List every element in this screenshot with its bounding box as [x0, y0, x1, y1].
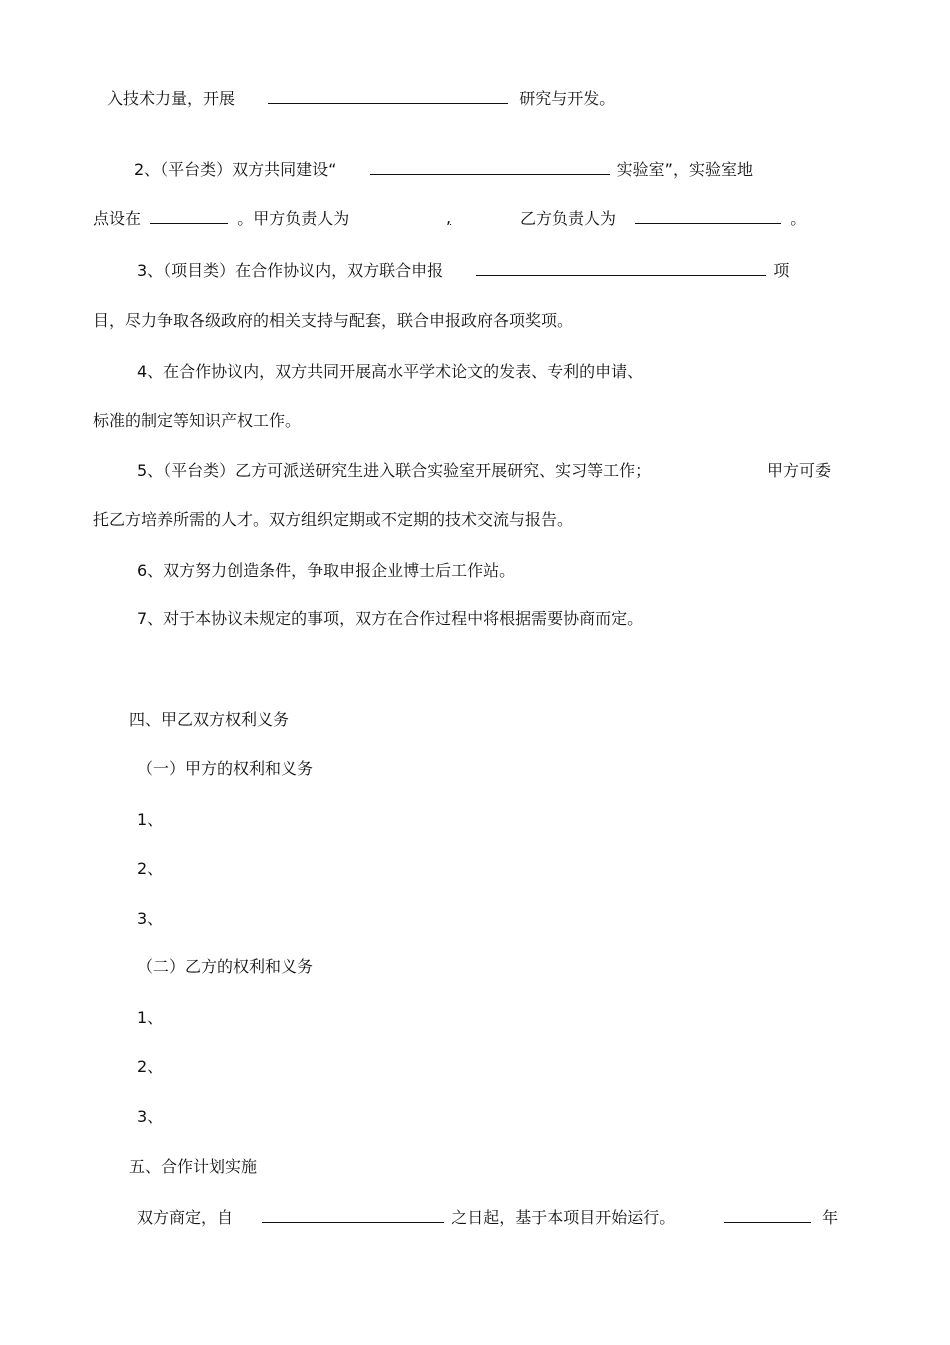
party-b-lead-label: 乙方负责人为 — [520, 209, 617, 228]
sub-2-item-3: 3、 — [137, 1107, 164, 1126]
section-4-sub-2: （二）乙方的权利和义务 — [137, 957, 314, 976]
item-3-suffix: 项 — [773, 261, 790, 280]
year-field — [724, 1207, 838, 1228]
section-5-middle: 之日起，基于本项目开始运行。 — [451, 1208, 676, 1227]
research-topic-blank — [268, 88, 508, 104]
sub-1-item-1: 1、 — [137, 810, 164, 829]
item-4-line-2: 标准的制定等知识产权工作。 — [93, 411, 302, 430]
item-2-prefix: 2、（平台类）双方共同建设“ — [134, 160, 337, 179]
sub-1-item-3: 3、 — [137, 909, 164, 928]
item-6: 6、双方努力创造条件，争取申报企业博士后工作站。 — [137, 561, 516, 580]
section-5-heading: 五、合作计划实施 — [129, 1157, 258, 1176]
item-5-line-2: 托乙方培养所需的人才。双方组织定期或不定期的技术交流与报告。 — [93, 510, 574, 529]
item-4-line-1: 4、在合作协议内，双方共同开展高水平学术论文的发表、专利的申请、 — [137, 362, 644, 381]
project-name-blank — [476, 260, 766, 276]
section-4-heading: 四、甲乙双方权利义务 — [129, 710, 290, 729]
start-date-blank — [262, 1207, 444, 1223]
item-2-line-2 — [93, 208, 349, 229]
section-5-line — [137, 1207, 675, 1228]
sub-2-item-2: 2、 — [137, 1057, 164, 1076]
item-3-line-2: 目，尽力争取各级政府的相关支持与配套，联合申报政府各项奖项。 — [93, 311, 574, 330]
research-line-suffix: 研究与开发。 — [519, 89, 616, 108]
sub-1-item-2: 2、 — [137, 859, 164, 878]
party-b-lead — [520, 208, 806, 229]
item-2-line-1 — [134, 159, 753, 180]
item-5-line-1a: 5、（平台类）乙方可派送研究生进入联合实验室开展研究、实习等工作； — [137, 461, 652, 480]
item-2-end: 。 — [790, 209, 807, 228]
year-blank — [724, 1207, 811, 1223]
sub-2-item-1: 1、 — [137, 1008, 164, 1027]
party-a-lead-label: 。甲方负责人为 — [237, 209, 350, 228]
lab-location-blank — [150, 208, 228, 224]
item-7: 7、对于本协议未规定的事项，双方在合作过程中将根据需要协商而定。 — [137, 609, 644, 628]
item-2-location-label: 点设在 — [93, 209, 142, 228]
item-3-line-1 — [137, 260, 789, 281]
section-4-sub-1: （一）甲方的权利和义务 — [137, 759, 314, 778]
party-b-lead-blank — [635, 208, 781, 224]
lab-name-blank — [370, 159, 610, 175]
research-line — [107, 88, 615, 109]
research-line-prefix: 入技术力量，开展 — [107, 89, 236, 108]
item-3-prefix: 3、（项目类）在合作协议内，双方联合申报 — [137, 261, 444, 280]
year-label: 年 — [822, 1208, 839, 1227]
item-5-line-1b: 甲方可委 — [767, 461, 832, 480]
section-5-prefix: 双方商定，自 — [137, 1208, 234, 1227]
item-2-middle: 实验室”，实验室地 — [616, 160, 753, 179]
item-2-comma: , — [446, 208, 452, 227]
